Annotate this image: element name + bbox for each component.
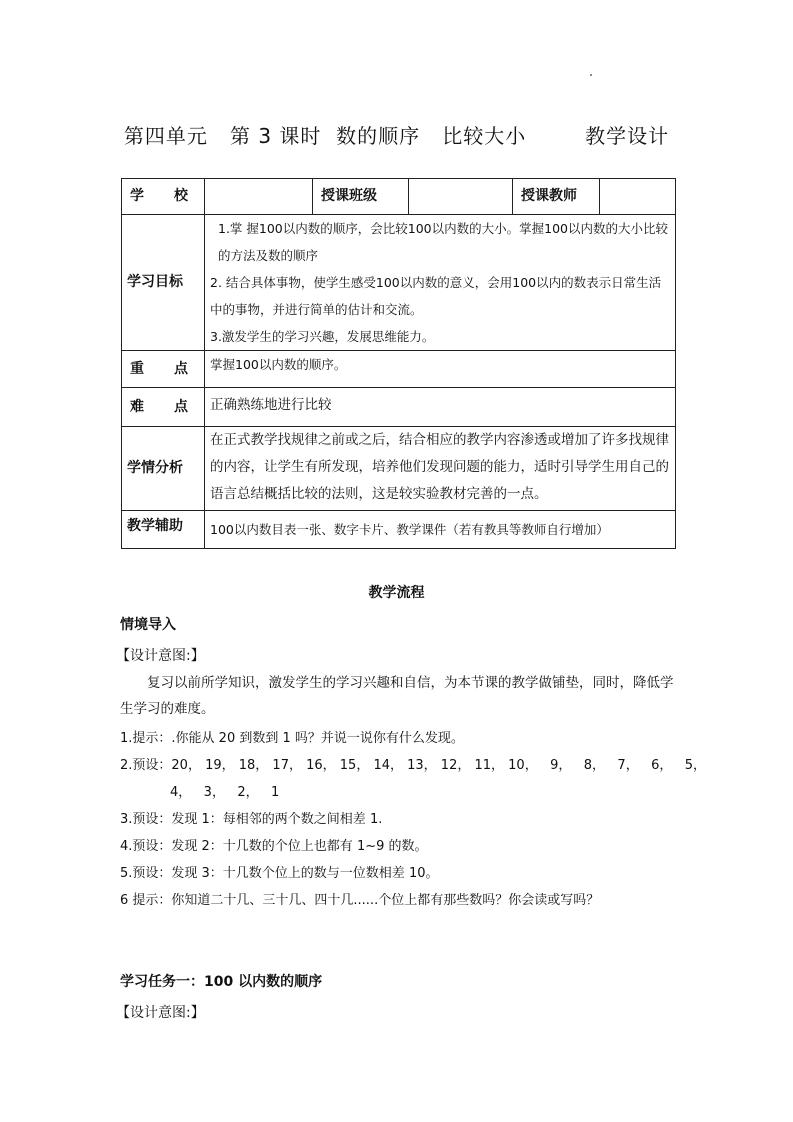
teacher-value <box>600 179 676 215</box>
goal-item: 1.掌 握100以内数的顺序，会比较100以内数的大小。掌握100以内数的大小比较的方法及数的顺序 <box>218 221 668 263</box>
table-row <box>122 511 676 549</box>
goal-item: 3.激发学生的学习兴趣，发展思维能力。 <box>210 329 435 344</box>
goal-item: 2. 结合具体事物，使学生感受100以内数的意义，会用100以内的数表示日常生活中的事物，并进行简单的估计和交流。 <box>210 275 662 317</box>
key-label: 重 点 <box>122 351 205 388</box>
lesson-info-table <box>121 178 676 549</box>
list-item: 4， 3， 2， 1 <box>170 785 280 800</box>
section-heading: 学习任务一：100 以内数的顺序 <box>120 974 323 990</box>
school-label: 学 校 <box>122 179 205 215</box>
table-row <box>122 388 676 427</box>
flow-title: 教学流程 <box>368 585 425 601</box>
goals-label: 学习目标 <box>122 215 205 351</box>
design-intent-label: 【设计意图:】 <box>116 648 205 664</box>
class-value <box>409 179 513 215</box>
difficulty-value: 正确熟练地进行比较 <box>205 388 676 427</box>
decorative-dot <box>590 74 592 76</box>
list-item: 3.预设：发现 1：每相邻的两个数之间相差 1. <box>120 812 383 827</box>
class-label: 授课班级 <box>313 179 409 215</box>
design-intent-label: 【设计意图:】 <box>116 1005 205 1021</box>
intro-paragraph: 复习以前所学知识，激发学生的学习兴趣和自信，为本节课的教学做铺垫，同时，降低学生学习的难度。 <box>120 675 674 717</box>
table-row <box>122 179 676 215</box>
goals-cell <box>205 215 676 351</box>
page-title: 第四单元 第 3 课时 数的顺序 比较大小 教学设计 <box>123 124 670 148</box>
list-item: 4.预设：发现 2：十几数的个位上也都有 1~9 的数。 <box>120 839 428 854</box>
list-item: 5.预设：发现 3：十几数个位上的数与一位数相差 10。 <box>120 866 439 881</box>
table-row <box>122 215 676 351</box>
school-value <box>205 179 313 215</box>
analysis-label: 学情分析 <box>122 427 205 511</box>
teacher-label: 授课教师 <box>513 179 600 215</box>
list-item: 1.提示：.你能从 20 到数到 1 吗？并说一说你有什么发现。 <box>120 731 464 746</box>
list-item: 2.预设：20， 19， 18， 17， 16， 15， 14， 13， 12， 11， 10， 9， 8， 7， 6， 5， <box>120 758 707 773</box>
list-item: 6 提示：你知道二十几、三十几、四十几......个位上都有那些数吗？你会读或写吗？ <box>120 893 600 908</box>
analysis-value: 在正式教学找规律之前或之后，结合相应的教学内容渗透或增加了许多找规律的内容，让学生有所发现，培养他们发现问题的能力，适时引导学生用自己的语言总结概括比较的法则，这是较实验教材完善的一点。 <box>205 427 676 511</box>
table-row <box>122 427 676 511</box>
difficulty-label: 难 点 <box>122 388 205 427</box>
section-heading: 情境导入 <box>120 617 176 633</box>
aids-value: 100以内数目表一张、数字卡片、教学课件（若有教具等教师自行增加） <box>205 511 676 549</box>
key-value: 掌握100以内数的顺序。 <box>205 351 676 388</box>
aids-label: 教学辅助 <box>122 511 205 549</box>
table-row <box>122 351 676 388</box>
